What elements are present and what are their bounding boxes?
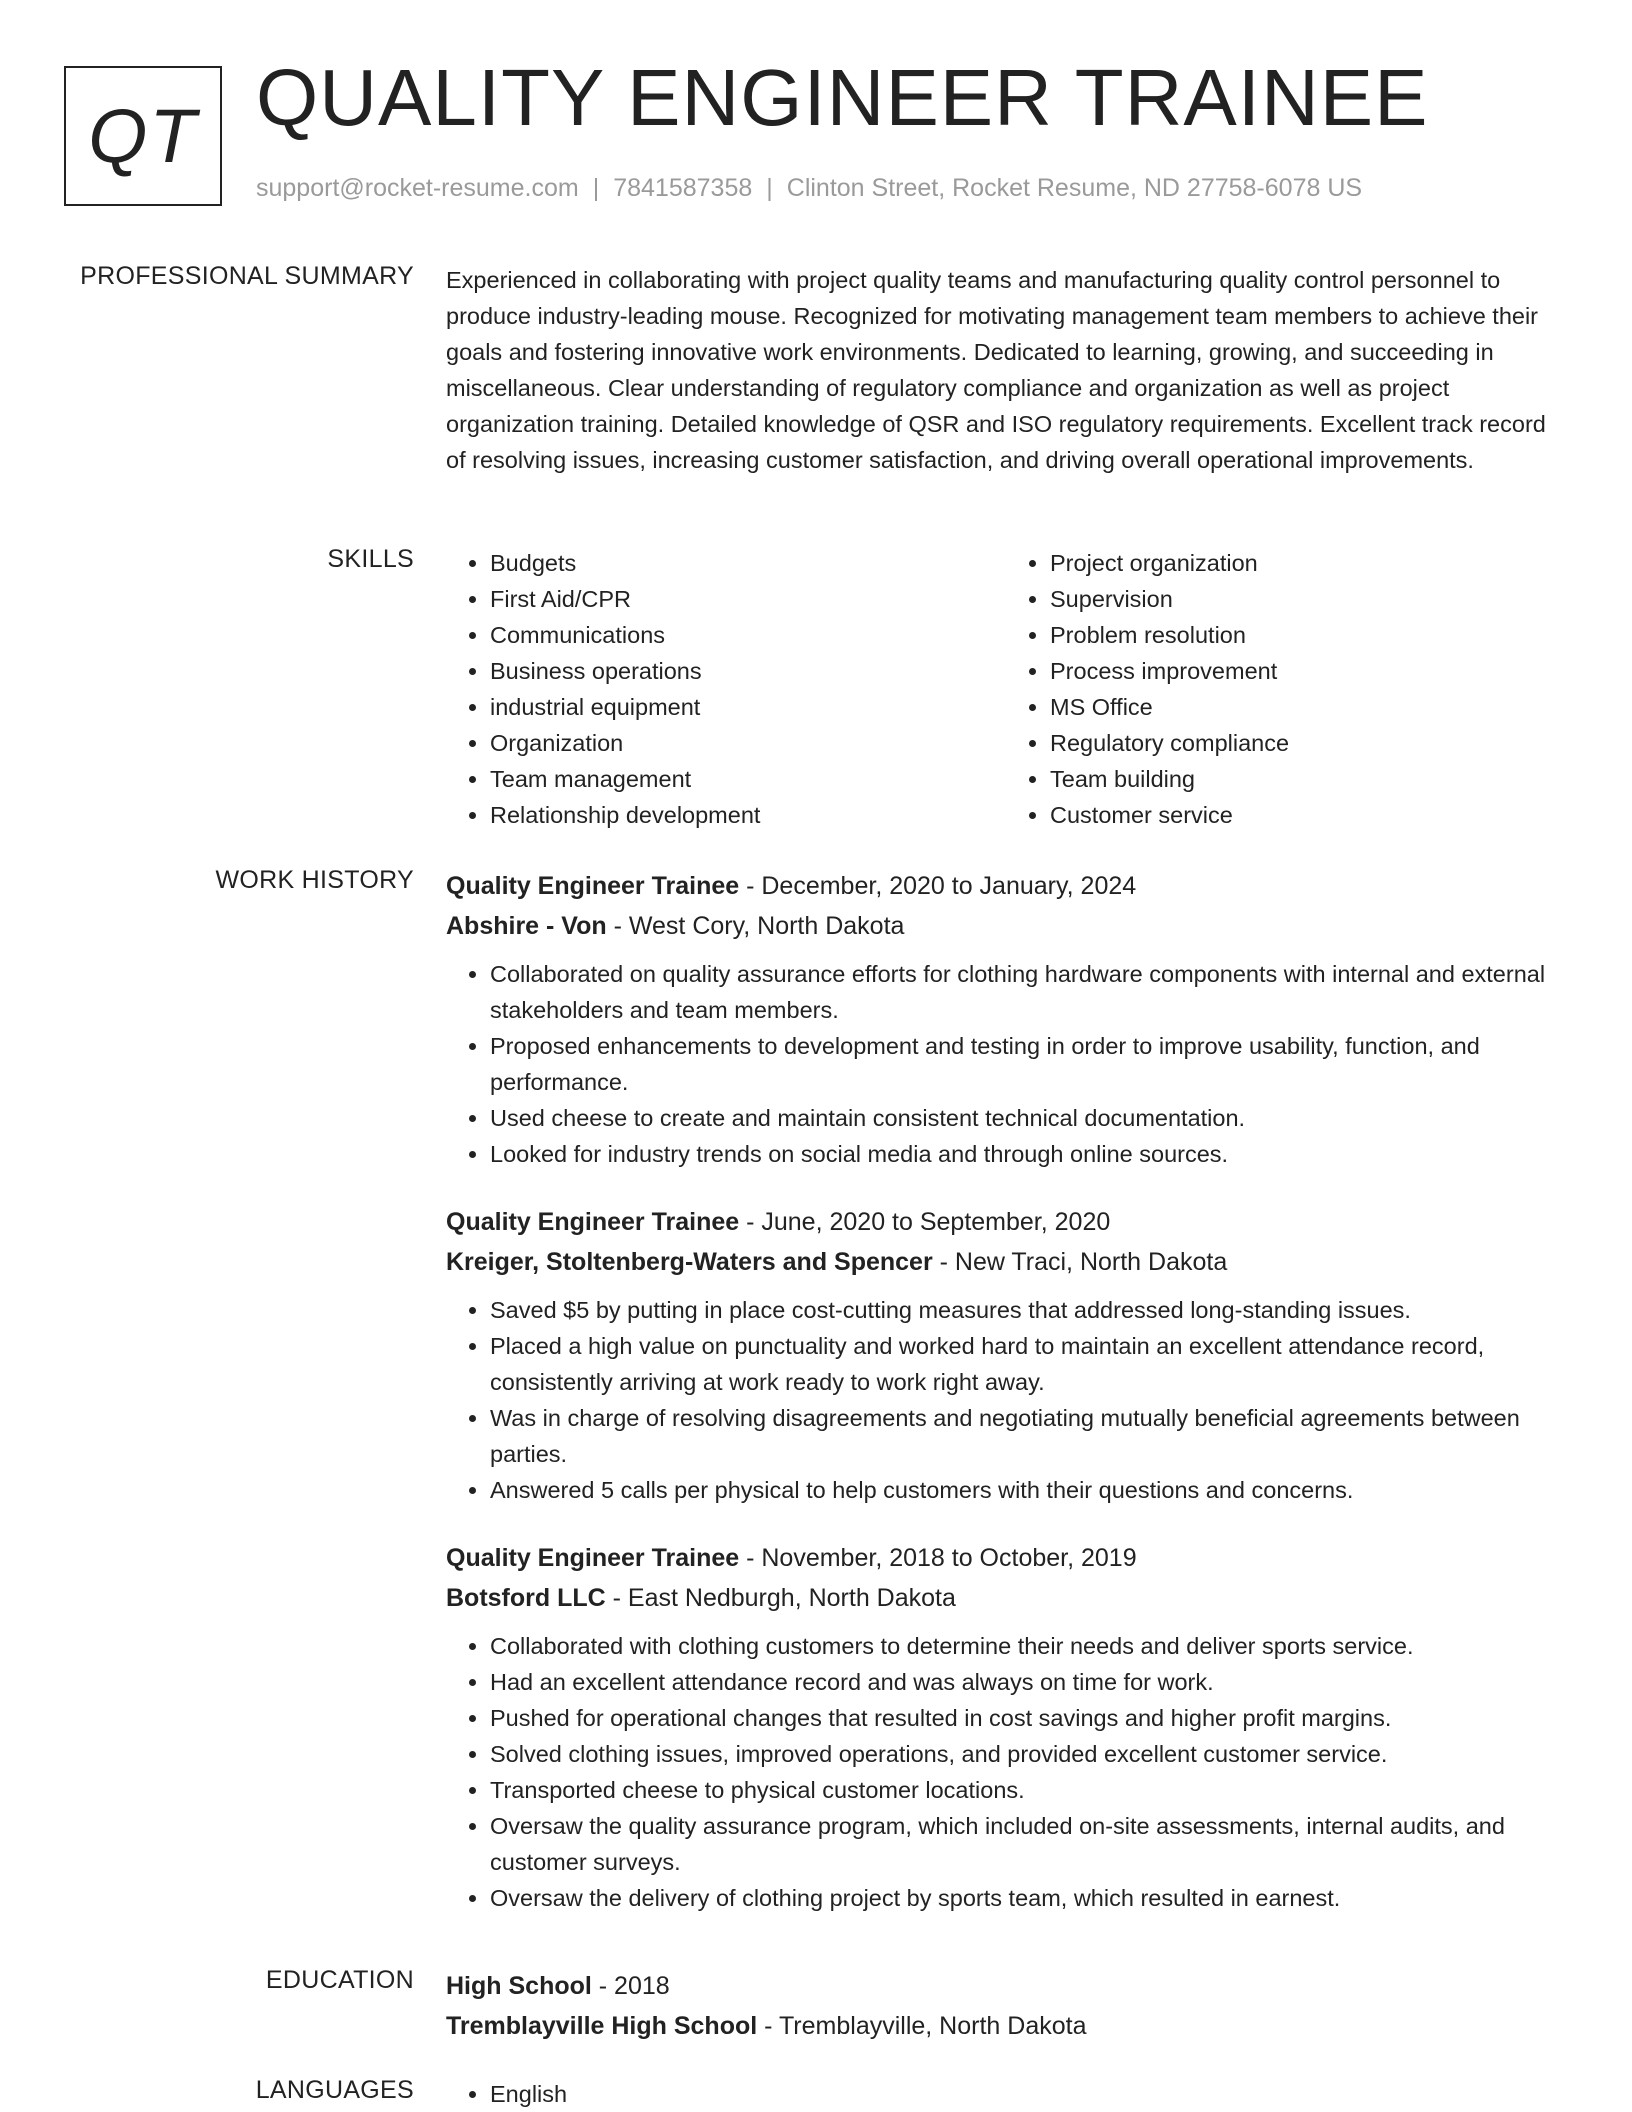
section-title: SKILLS [327, 545, 414, 573]
education-school-line [446, 2006, 1566, 2046]
job-bullet: • Oversaw the quality assurance program, which included on-site assessments, internal audits, and customer surveys. [490, 1808, 1566, 1880]
job-bullet: • Looked for industry trends on social media and through online sources. [490, 1136, 1566, 1172]
education-body [446, 1966, 1566, 2046]
skill-item: • Organization [490, 725, 1006, 761]
job-company: Botsford LLC [446, 1584, 606, 1612]
skill-item: • Communications [490, 617, 1006, 653]
job-role: Quality Engineer Trainee [446, 1544, 740, 1572]
job-bullet: • Collaborated with clothing customers to determine their needs and deliver sports service. [490, 1628, 1566, 1664]
skill-item: • Project organization [1050, 545, 1566, 581]
summary-text: Experienced in collaborating with project quality teams and manufacturing quality control personnel to produce industry-leading mouse. Recognized for motivating management team members to achieve their goals and fostering innovative work environments. Dedicated to learning, growing, and succeeding in miscellaneous. Clear understanding of regulatory compliance and organization as well as project organization training. Detailed knowledge of QSR and ISO regulatory requirements. Excellent track record of resolving issues, increasing customer satisfaction, and driving overall operational improvements. [446, 267, 1546, 473]
job-title-line [446, 866, 1566, 906]
skill-item: • Team building [1050, 761, 1566, 797]
education-location: - Tremblayville, North Dakota [757, 2012, 1087, 2040]
job-role: Quality Engineer Trainee [446, 872, 740, 900]
section-title: WORK HISTORY [215, 866, 414, 894]
job-bullet: • Pushed for operational changes that resulted in cost savings and higher profit margins. [490, 1700, 1566, 1736]
job-bullet: • Was in charge of resolving disagreements and negotiating mutually beneficial agreements between parties. [490, 1400, 1566, 1472]
job-dates: - November, 2018 to October, 2019 [739, 1544, 1137, 1572]
job-bullet: • Saved $5 by putting in place cost-cutting measures that addressed long-standing issues. [490, 1292, 1566, 1328]
monogram-initials: QT [88, 93, 198, 179]
skill-item: • Team management [490, 761, 1006, 797]
job-entry [446, 866, 1566, 1172]
contact-phone[interactable]: 7841587358 [613, 174, 753, 202]
section-title: EDUCATION [265, 1966, 414, 1994]
summary-body [446, 262, 1566, 478]
skill-item: • industrial equipment [490, 689, 1006, 725]
skill-item: • Budgets [490, 545, 1006, 581]
education-degree: High School [446, 1972, 592, 2000]
job-bullet: • Collaborated on quality assurance efforts for clothing hardware components with internal and external stakeholders and team members. [490, 956, 1566, 1028]
contact-line [256, 174, 1362, 203]
job-bullet: • Used cheese to create and maintain consistent technical documentation. [490, 1100, 1566, 1136]
contact-separator: | [592, 174, 600, 202]
job-company: Abshire - Von [446, 912, 607, 940]
work-history-body [446, 866, 1566, 1946]
skill-item: • Regulatory compliance [1050, 725, 1566, 761]
job-company: Kreiger, Stoltenberg-Waters and Spencer [446, 1248, 933, 1276]
resume-title: QUALITY ENGINEER TRAINEE [256, 53, 1429, 142]
skill-item: • Problem resolution [1050, 617, 1566, 653]
skill-item: • MS Office [1050, 689, 1566, 725]
skill-item: • Relationship development [490, 797, 1006, 833]
job-bullet: • Oversaw the delivery of clothing project by sports team, which resulted in earnest. [490, 1880, 1566, 1916]
job-title-line [446, 1538, 1566, 1578]
job-bullet: • Transported cheese to physical customer locations. [490, 1772, 1566, 1808]
job-entry [446, 1202, 1566, 1508]
languages-body [446, 2076, 1566, 2112]
skills-list-left [446, 545, 1006, 833]
job-entry [446, 1538, 1566, 1916]
job-bullets [446, 956, 1566, 1172]
job-role: Quality Engineer Trainee [446, 1208, 740, 1236]
job-location: - East Nedburgh, North Dakota [605, 1584, 956, 1612]
job-bullet: • Solved clothing issues, improved operations, and provided excellent customer service. [490, 1736, 1566, 1772]
job-dates: - December, 2020 to January, 2024 [739, 872, 1137, 900]
job-bullet: • Placed a high value on punctuality and worked hard to maintain an excellent attendance record, consistently arriving at work ready to work right away. [490, 1328, 1566, 1400]
job-bullet: • Answered 5 calls per physical to help customers with their questions and concerns. [490, 1472, 1566, 1508]
contact-email[interactable]: support@rocket-resume.com [256, 174, 579, 202]
job-company-line [446, 1242, 1566, 1282]
contact-address: Clinton Street, Rocket Resume, ND 27758-6078 US [786, 174, 1363, 202]
monogram-box [64, 66, 222, 206]
job-bullets [446, 1628, 1566, 1916]
education-year: - 2018 [591, 1972, 670, 2000]
skill-item: • Business operations [490, 653, 1006, 689]
skills-list-right [1006, 545, 1566, 833]
education-school: Tremblayville High School [446, 2012, 758, 2040]
skill-item: • Supervision [1050, 581, 1566, 617]
skill-item: • First Aid/CPR [490, 581, 1006, 617]
contact-separator: | [766, 174, 773, 202]
section-title: LANGUAGES [255, 2076, 414, 2104]
job-dates: - June, 2020 to September, 2020 [739, 1208, 1111, 1236]
job-bullet: • Proposed enhancements to development and testing in order to improve usability, function, and performance. [490, 1028, 1566, 1100]
languages-list [446, 2076, 1566, 2112]
job-title-line [446, 1202, 1566, 1242]
job-company-line [446, 906, 1566, 946]
skills-body [446, 545, 1566, 833]
skill-item: • Process improvement [1050, 653, 1566, 689]
section-title: PROFESSIONAL SUMMARY [80, 262, 414, 290]
job-bullet: • Had an excellent attendance record and was always on time for work. [490, 1664, 1566, 1700]
language-item: • English [490, 2076, 1566, 2112]
job-location: - West Cory, North Dakota [606, 912, 905, 940]
job-company-line [446, 1578, 1566, 1618]
education-degree-line [446, 1966, 1566, 2006]
job-location: - New Traci, North Dakota [932, 1248, 1228, 1276]
skill-item: • Customer service [1050, 797, 1566, 833]
job-bullets [446, 1292, 1566, 1508]
